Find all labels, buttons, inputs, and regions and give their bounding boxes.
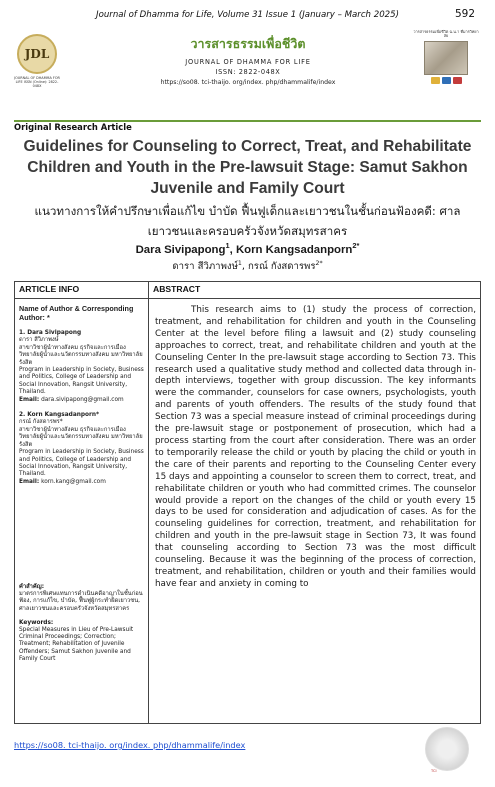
abstract-panel [149, 281, 481, 724]
article-title-english: Guidelines for Counseling to Correct, Treat, and Rehabilitate Children and Youth in the Pre-lawsuit Stage: Samut Sakhon Juvenile and Family Court [23, 138, 472, 197]
author-name: Korn Kangsadanporn [235, 243, 353, 256]
partner-logo-icon [431, 77, 440, 84]
author-name-thai: กรณ์ กังสดารพร [247, 261, 316, 272]
corresponding-author-label: Name of Author & Corresponding Author: * [19, 304, 134, 322]
email-label: Email: [19, 396, 40, 403]
author-1-email-line [19, 397, 144, 404]
running-head [0, 8, 495, 26]
partner-logo-icon [453, 77, 462, 84]
author-1-thai-name: ดารา สีวิภาพงษ์ [19, 337, 59, 344]
jdl-logo-icon: JDL [17, 34, 57, 74]
thai-keywords: มาตรการพิเศษแทนการดำเนินคดีอาญาในชั้นก่อนฟ้อง, การแก้ไข, บำบัด, ฟื้นฟูผู้กระทำผิดเยาวชน, ศาลเยาวชนและครอบครัวจังหวัดสมุทรสาคร [19, 591, 143, 612]
article-type-label: Original Research Article [14, 122, 132, 132]
author-affiliation-mark: 2* [315, 259, 323, 267]
authors-thai [20, 259, 475, 274]
article-info-content [15, 299, 148, 490]
author-2-affiliation: Program in Leadership in Society, Business and Politics, College of Leadership and Social Innovation, Rangsit University, Thailand. [19, 449, 144, 478]
author-affiliation-mark: 1 [237, 259, 242, 267]
english-journal-title: JOURNAL OF DHAMMA FOR LIFE [185, 58, 311, 66]
masthead-url: https://so08. tci-thaijo. org/index. php/dhammalife/index [160, 79, 336, 86]
author-affiliation-mark: 1 [225, 241, 230, 250]
author-2-thai-affiliation: สาขาวิชาผู้นำทางสังคม ธุรกิจและการเมือง วิทยาลัยผู้นำและนวัตกรรมทางสังคม มหาวิทยาลัยรังสิต [19, 426, 143, 448]
issn: ISSN: 2822-048X [215, 68, 281, 76]
authors-english [20, 241, 475, 256]
author-2-name: 2. Korn Kangsadanporn* [19, 412, 100, 419]
author-affiliation-mark: 2* [352, 241, 360, 250]
author-1-thai-affiliation: สาขาวิชาผู้นำทางสังคม ธุรกิจและการเมือง วิทยาลัยผู้นำและนวัตกรรมทางสังคม มหาวิทยาลัยรังสิต [19, 344, 143, 366]
author-1-info [19, 330, 144, 404]
cover-image-icon [424, 41, 468, 75]
author-name-thai: ดารา สีวิภาพงษ์ [172, 261, 238, 272]
abstract-heading: ABSTRACT [149, 282, 480, 299]
journal-cover-thumbnail [413, 30, 479, 88]
tci-logo-caption: TCI [431, 769, 437, 773]
journal-logo [14, 34, 60, 88]
author-name: Dara Sivipapong [135, 243, 226, 256]
keywords-label: Keywords: [19, 619, 54, 626]
article-title-thai: แนวทางการให้คำปรึกษาเพื่อแก้ไข บำบัด ฟื้นฟูเด็กและเยาวชนในชั้นก่อนฟ้องคดี: ศาลเยาวชนและครอบครัวจังหวัดสมุทรสาคร [34, 204, 461, 238]
author-1-email[interactable]: dara.sivipapong@gmail.com [41, 396, 124, 403]
watermark-circle-icon [425, 727, 469, 771]
keywords-block [19, 584, 145, 663]
page-number: 592 [454, 8, 475, 20]
footer-watermark-logo [417, 727, 477, 773]
email-label: Email: [19, 478, 40, 485]
abstract-body [149, 299, 480, 591]
article-info-heading: ARTICLE INFO [15, 282, 148, 299]
cover-logos [413, 77, 479, 84]
author-1-affiliation: Program in Leadership in Society, Business and Politics, College of Leadership and Social Innovation, Rangsit University, Thailand. [19, 367, 144, 396]
author-1-name: 1. Dara Sivipapong [19, 330, 82, 336]
author-separator: , [229, 243, 236, 256]
thai-journal-title: วารสารธรรมเพื่อชีวิต [190, 36, 306, 51]
partner-logo-icon [442, 77, 451, 84]
abstract-text: This research aims to (1) study the process of correction, treatment, and rehabilitation for children and youth in the Counseling Center at the level before filing a lawsuit and (2) study counseling approaches to correct, treat, and rehabilitate children and youth at the Counseling Center In the pre-lawsuit stage according to Section 73. This research used a qualitative study method and collected data through in-depth interviews, together with group discussion. The key informants were the commander, counselors for case owners, psychologists, youth and parents of youth offenders. The results of the study found that Section 73 was a special measure instead of criminal proceedings during the pre-lawsuit stage or postponement of prosecution, which had a process starting from the court after consideration. There was an order to temporarily release the child or youth by placing the child or youth in the care of their parents and reporting to the Counseling Center every 15 days and appointing a counselor to screen them to correct, treat, and rehabilitate children or youth who had committed crimes. The counselor would provide a report on the changes of the child or youth every 15 days to be used for consideration and adjudication of cases. As for the counseling guidelines for correction, treatment, and rehabilitation for children and youth in the pre-lawsuit stage in Section 73, It was found that counseling according to Section 73 was the most difficult counseling. Because it was the beginning of the process of correction, treatment, and rehabilitation, children or youth and their families would have fear and anxiety in coming to [155, 305, 476, 589]
article-info-panel [14, 281, 149, 724]
author-2-thai-name: กรณ์ กังสดารพร* [19, 419, 63, 426]
masthead-center [128, 34, 368, 86]
footer-link[interactable]: https://so08. tci-thaijo. org/index. php/dhammalife/index [14, 740, 246, 750]
running-title: Journal of Dhamma for Life, Volume 31 Issue 1 (January – March 2025) [96, 10, 399, 20]
cover-title: วารสารธรรมเพื่อชีวิต ฉ.น.า ที่มารวิทยาลัย [413, 29, 479, 39]
keywords: Special Measures in Lieu of Pre-Lawsuit Criminal Proceedings; Correction; Treatment; Rehabilitation of Juvenile Offenders; Samut Sakhon Juvenile and Family Court [19, 627, 134, 662]
thai-keywords-label: คำสำคัญ: [19, 584, 45, 590]
author-2-email[interactable]: korn.kang@gmail.com [41, 478, 106, 485]
logo-subtitle: JOURNAL OF DHAMMA FOR LIFE ISSN (Online): 2822-048X [14, 76, 60, 88]
author-2-info [19, 412, 144, 486]
author-2-email-line [19, 479, 144, 486]
author-separator: , [241, 261, 248, 272]
